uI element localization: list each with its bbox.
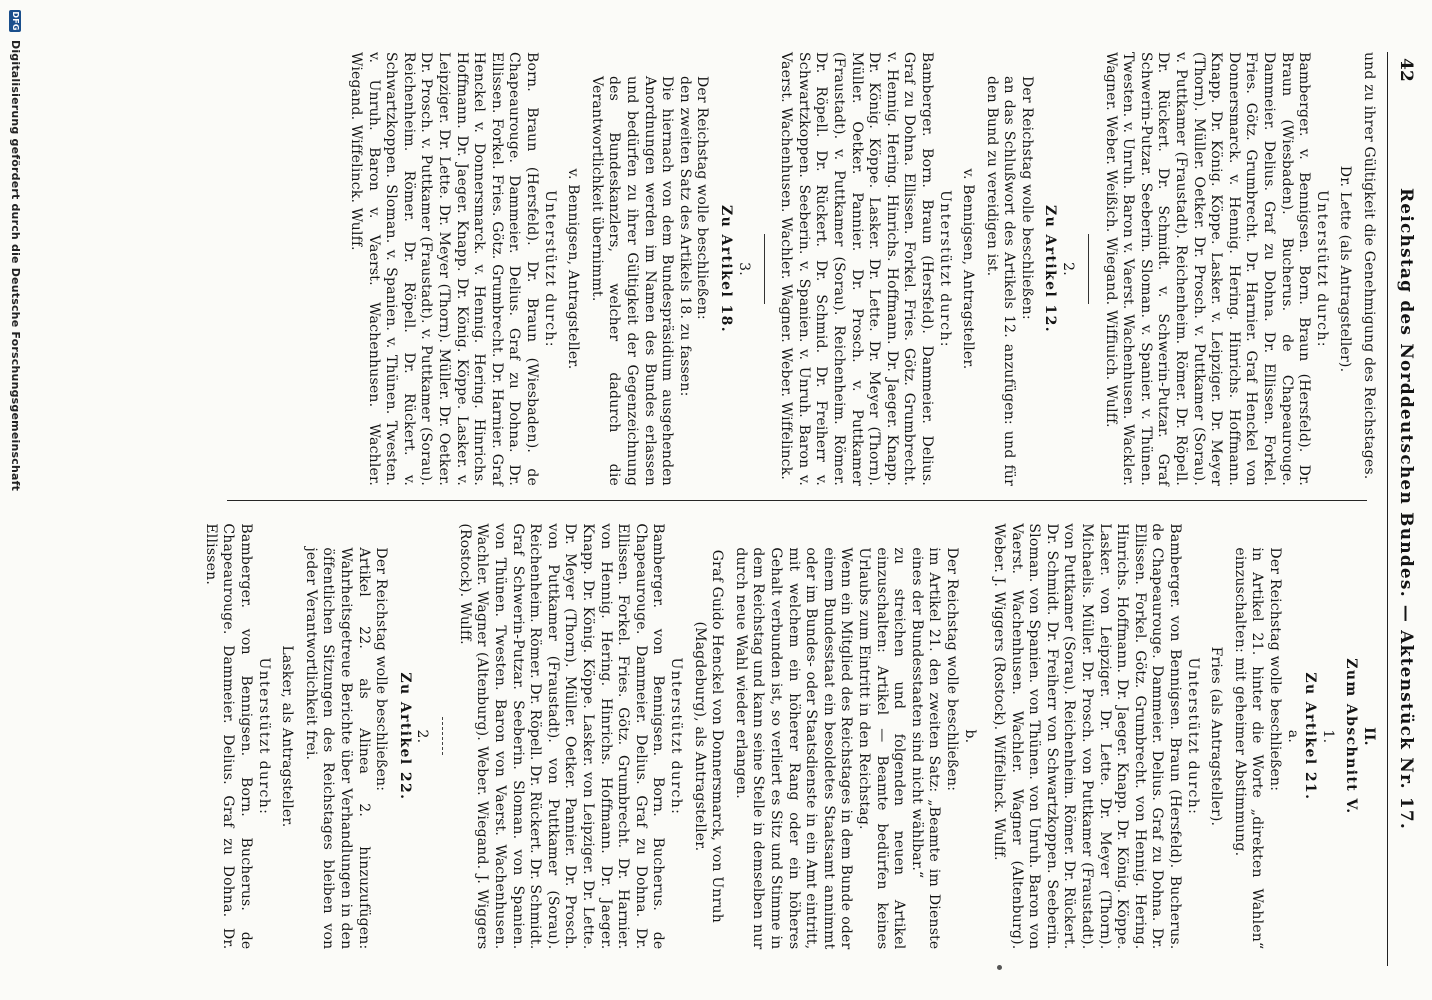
mover-line: Graf Guido Henckel von Donnersmarck, von Unruh (Magdeburg), als Antragsteller. [691,549,726,923]
section-number: 3. [735,262,752,276]
resolution-text: Wenn ein Mitglied des Reichstages in dem Bunde oder einem Bundesstaat ein besoldetes Staatsamt annimmt oder im Bundes- oder Staatsdienste in ein Amt eintritt, mit welchem ein höherer Rang oder ein höheres Gehalt verbunden ist, so verliert es Sitz und Stimme in dem Reichstag und kann seine Stelle in demselben nur durch neue Wahl wieder erlangen. [732,547,855,950]
resolution-intro: Der Reichstag wolle beschließen: [694,76,711,320]
digitization-credit: Digitalisierung gefördert durch die Deutsche Forschungsgemeinschaft [8,40,22,492]
mover-line: v. Bennigsen, Antragsteller. [960,168,977,370]
separator-rule [1088,234,1089,304]
mover-line: Lasker, als Antragsteller. [279,645,296,828]
support-heading: Unterstützt durch: [541,190,558,348]
support-heading: Unterstützt durch: [1313,190,1330,348]
resolution-intro: Der Reichstag wolle beschließen: [1018,76,1035,320]
resolution-text: Artikel 22. als Alinea 2. hinzuzufügen: Wahrheitsgetreue Berichte über Verhandlungen in den öffentlichen Sitzungen des Reichstages bleiben von jeder Verantwortlichkeit frei. [302,547,372,950]
section-number: 1. [1319,729,1336,744]
support-heading: Unterstützt durch: [936,190,953,348]
supporters-list: Bamberger. Born. Braun (Hersfeld). Dammeier. Delius. Graf zu Dohna. Ellissen. Forkel. Fries. Götz. Grumbrecht. v. Hennig. Hering. Hinrichs. Hoffmann. Dr. Jaeger. Knapp. Dr. König. Köppe. Lasker. Dr. Lette. Dr. Meyer (Thorn). Müller. Oetker. Pannier. Dr. Prosch. v. Puttkamer (Fraustadt). v. Puttkamer (Sorau). Reichenheim. Römer. Dr. Röpell. Dr. Rückert. Dr. Schmid. Dr. Freiherr v. Schwartzkoppen. Seeberin. v. Spanien. v. Unruh. Baron v. Vaerst. Wachenhusen. Wachler. Wagner. Weber. Wiffelinck. [778,52,935,486]
scan-speck [997,965,1002,970]
resolution-text: im Artikel 21. den zweiten Satz: „Beamte im Dienste eines der Bundesstaaten sind nicht wählbar.“ [908,547,943,950]
right-column [37,501,1377,949]
left-column [37,52,1377,500]
subsection-label: a. [1284,729,1301,743]
section-number: 2. [1060,262,1077,276]
mover-line: Fries (als Antragsteller). [1208,646,1225,827]
mover-line: v. Bennigsen, Antragsteller. [565,168,582,370]
running-head: Reichstag des Norddeutschen Bundes. — Aktenstück Nr. 17. [1396,187,1416,831]
separator-rule [442,717,443,755]
resolution-intro: Der Reichstag wolle beschließen: [373,547,390,792]
dfg-logo: DFG [10,11,20,31]
section-heading: Zum Abschnitt V. [1343,658,1360,815]
subsection-label: b. [961,729,978,744]
support-heading: Unterstützt durch: [255,657,272,816]
resolution-intro: Der Reichstag wolle beschließen: [1267,547,1284,792]
page-header [1387,52,1418,966]
section-title: Zu Artikel 12. [1042,204,1059,334]
section-title: Zu Artikel 22. [396,672,413,801]
resolution-text: in Artikel 21. hinter die Worte „direkten Wahlen“ einzuschalten: mit geheimer Abstimmung. [1231,547,1266,950]
resolution-lead: den zweiten Satz des Artikels 18. zu fassen: [676,76,693,397]
supporters-list: Bamberger. v. Bennigsen. Born. Braun (Hersfeld). Dr. Braun (Wiesbaden). Bucherus. de Chapeaurouge. Dammeier. Delius. Graf zu Dohna. Dr. Ellissen. Forkel. Fries. Götz. Grumbrecht. Dr. Harnier. Graf Henckel von Donnersmarck. v. Hennig. Hering. Hinrichs. Hoffmann. Knapp. Dr. König. Köppe. Lasker. v. Leipziger. Dr. Meyer (Thorn). Müller. Oetker. Dr. Prosch. v. Puttkamer (Sorau). v. Puttkamer (Fraustadt). Reichenheim. Römer. Dr. Röpell. Dr. Rückert. Dr. Schmidt. v. Schwerin-Putzar. Graf Schwerin-Putzar. Seeberin. Sloman. v. Spanier. v. Thünen. Twesten. v. Unruh. Baron v. Vaerst. Wachenhusen. Wackler. Wagner. Weber. Weißich. Wiegand. Wiffiuich. Wulff. [1102,52,1313,486]
section-title: Zu Artikel 21. [1302,672,1319,801]
support-heading: Unterstützt durch: [1184,657,1201,816]
supporters-list: Bamberger. von Bennigsen. Braun (Hersfeld). Bucherus. de Chapeaurouge. Dammeier. Delius. Graf zu Dohna. Dr. Ellissen. Forkel. Götz. Grumbrecht. von Hennig. Hering. Hinrichs. Hoffmann. Dr. Jaeger. Knapp. Dr. König. Köppe. Lasker. von Leipziger. Dr. Lette. Dr. Meyer (Thorn). Michaelis. Müller. Dr. Prosch. von Puttkamer (Fraustadt). von Puttkamer (Sorau). Reichenheim. Römer. Dr. Rückert. Dr. Schmidt. Dr. Freiherr von Schwartzkoppen. Seeberin. Sloman. von Spanien. von Thünen. von Unruh. Baron von Vaerst. Wachenhusen. Wachler. Wagner (Altenburg). Weber. J. Wiggers (Rostock). Wiffelinck. Wulff. [991,523,1184,950]
support-heading: Unterstützt durch: [668,657,685,816]
two-column-body [37,52,1377,966]
section-title: Zu Artikel 18. [718,204,734,334]
mover-line: Dr. Lette (als Antragsteller). [1337,165,1354,373]
resolution-text: Die hiernach von dem Bundespräsidium ausgehenden Anordnungen werden im Namen des Bundes erlassen und bedürfen zu ihrer Gültigkeit der Gegenzeichnung des Bundeskanzlers, welcher dadurch die Verantwortlichkeit übernimmt. [588,76,676,486]
section-number: 2. [414,729,431,744]
separator-rule [764,234,765,304]
resolution-intro: Der Reichstag wolle beschließen: [943,547,960,792]
resolution-text: zu streichen und folgenden neuen Artikel einzuschalten: Artikel — Beamte bedürfen keines Urlaubs zum Eintritt in den Reichstag. [855,547,908,950]
continued-paragraph: und zu ihrer Gültigkeit die Genehmigung des Reichstages. [1361,52,1377,480]
supporters-list: Born. Braun (Hersfeld). Dr. Braun (Wiesbaden). de Chapeaurouge. Dammeier. Delius. Graf zu Dohna. Dr. Ellissen. Forkel. Fries. Götz. Grumbrecht. Dr. Harnier. Graf Henckel v. Donnersmarck. v. Hennig. Hering. Hinrichs. Hoffmann. Dr. Jaeger. Knapp. Dr. König. Köppe. Lasker. v. Leipziger. Dr. Lette. Dr. Meyer (Thorn). Müller. Dr. Oetker. Dr. Prosch. v. Puttkamer (Fraustadt). v. Puttkamer (Sorau). Reichenheim. Römer. Dr. Röpell. Dr. Rückert. v. Schwartzkoppen. Sloman. v. Spanien. v. Thünen. Twesten. v. Unruh. Baron v. Vaerst. Wachenhusen. Wachler. Wiegand. Wiffelinck. Wulff. [348,52,541,486]
supporters-list: Bamberger. von Bennigsen. Born. Bucherus. de Chapeaurouge. Dammeier. Delius. Graf zu Dohna. Dr. Ellissen. [202,523,254,950]
page-number: 42 [1396,58,1416,83]
supporters-list: Bamberger. von Bennigsen. Born. Bucherus. de Chapeaurouge. Dammeier. Delius. Graf zu Dohna. Dr. Ellissen. Forkel. Fries. Götz. Grumbrecht. Dr. Harnier. von Hennig. Hering. Hinrichs. Hoffmann. Dr. Jaeger. Knapp. Dr. König. Köppe. Lasker. von Leipziger. Dr. Lette. Dr. Meyer (Thorn). Müller. Oetker. Pannier. Dr. Prosch. von Puttkamer (Fraustadt). von Puttkamer (Sorau). Reichenheim. Römer. Dr. Röpell. Dr. Rückert. Dr. Schmidt. Graf Schwerin-Putzar. Seeberin. Sloman. von Spanien. von Thünen. Twesten. Baron von Vaerst. Wachenhusen. Wachler. Wagner (Altenburg). Weber. Wiegand. J. Wiggers (Rostock). Wulff. [456,523,667,950]
resolution-text: an das Schlußwort des Artikels 12. anzufügen: und für den Bund zu vereidigen ist. [983,76,1018,486]
digitization-footer [6,0,24,1000]
part-numeral: II. [1361,727,1377,746]
